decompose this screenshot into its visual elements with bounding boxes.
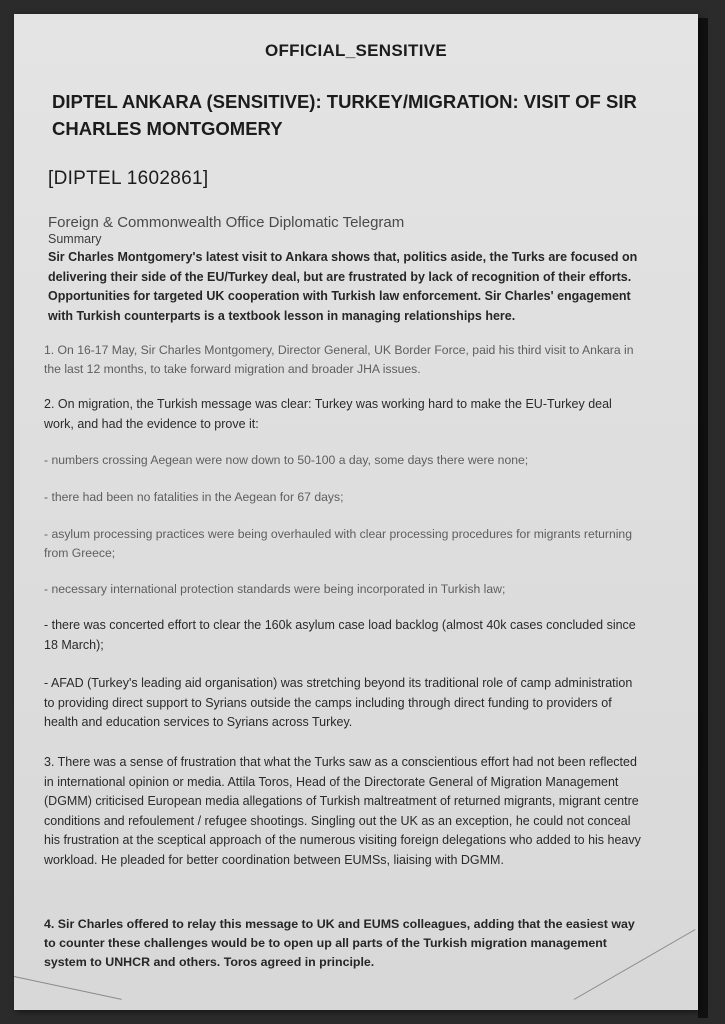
bullet-2: - there had been no fatalities in the Aegean for 67 days; [44,490,344,504]
summary-text: Sir Charles Montgomery's latest visit to Ankara shows that, politics aside, the Turks are focused on delivering their side of the EU/Turkey deal, but are frustrated by lack of recognition of their efforts. Opportunities for targeted UK cooperation with Turkish law enforcement. Sir Charles' engagement with Turkish counterparts is a textbook lesson in managing relationships here. [48,250,638,323]
classification-marking: OFFICIAL_SENSITIVE [264,41,448,60]
organisation-line: Foreign & Commonwealth Office Diplomatic Telegram [48,214,405,231]
paragraph-3: 3. There was a sense of frustration that what the Turks saw as a conscientious effort had not been reflected in international opinion or media. Attila Toros, Head of the Directorate General of Migration Management (DGMM) criticised European media allegations of Turkish maltreatment of returned migrants, migrant centre conditions and refoulement / refugee shootings. Singling out the UK as an exception, he could not conceal his frustration at the sceptical approach of the numerous visiting foreign delegations who added to his heavy workload. He pleaded for better coordination between EUMSs, liaising with DGMM. [44,755,641,867]
bullet-6: - AFAD (Turkey's leading aid organisation) was stretching beyond its traditional role of camp administration to providing direct support to Syrians outside the camps including through direct funding to providers of health and education services to Syrians across Turkey. [44,676,633,729]
paragraph-1: 1. On 16-17 May, Sir Charles Montgomery, Director General, UK Border Force, paid his third visit to Ankara in the last 12 months, to take forward migration and broader JHA issues. [44,343,634,376]
scan-mark-left [14,976,122,1000]
paragraph-2: 2. On migration, the Turkish message was clear: Turkey was working hard to make the EU-Turkey deal work, and had the evidence to prove it: [44,397,612,431]
paragraph-4: 4. Sir Charles offered to relay this message to UK and EUMS colleagues, adding that the easiest way to counter these challenges would be to open up all parts of the Turkish migration management system to UNHCR and others. Toros agreed in principle. [44,917,635,969]
telegram-reference: [DIPTEL 1602861] [48,168,209,189]
document-page [14,14,698,1010]
bullet-5: - there was concerted effort to clear the 160k asylum case load backlog (almost 40k cases concluded since 18 March); [44,618,636,652]
summary-label: Summary [48,232,102,246]
bullet-1: - numbers crossing Aegean were now down to 50-100 a day, some days there were none; [44,453,529,467]
scan-edge [698,18,708,1018]
bullet-3: - asylum processing practices were being overhauled with clear processing procedures for migrants returning from Greece; [44,527,632,560]
document-title: DIPTEL ANKARA (SENSITIVE): TURKEY/MIGRATION: VISIT OF SIR CHARLES MONTGOMERY [52,91,637,139]
bullet-4: - necessary international protection standards were being incorporated in Turkish law; [44,582,506,596]
